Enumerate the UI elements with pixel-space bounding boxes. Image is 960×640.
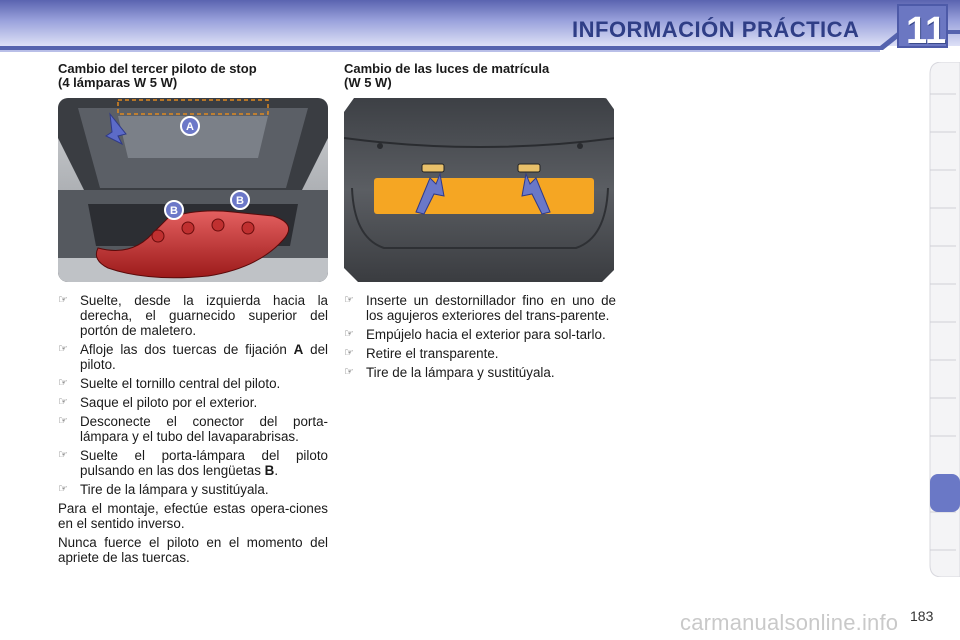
list-item: ☞ Tire de la lámpara y sustitúyala.: [344, 365, 555, 380]
list-item: ☞ Desconecte el conector del porta-lámpara y el tubo del lavaparabrisas.: [58, 414, 328, 444]
hand-pointer-icon: ☞: [344, 347, 354, 359]
brake-light-illustration: [58, 98, 328, 282]
hand-pointer-icon: ☞: [58, 343, 68, 355]
list-item: ☞ Saque el piloto por el exterior.: [58, 395, 258, 410]
hand-pointer-icon: ☞: [58, 449, 68, 461]
chapter-tab-rail: [926, 62, 960, 577]
chapter-title: INFORMACIÓN PRÁCTICA: [572, 17, 860, 42]
figure-label-a: A: [186, 121, 194, 133]
active-chapter-tab: [930, 474, 960, 512]
hand-pointer-icon: ☞: [58, 396, 68, 408]
list-item: ☞ Empújelo hacia el exterior para sol-tarlo.: [344, 327, 606, 342]
watermark: carmanualsonline.info: [680, 610, 899, 635]
hand-pointer-icon: ☞: [58, 377, 68, 389]
hand-pointer-icon: ☞: [58, 294, 68, 306]
list-item: ☞ Suelte el tornillo central del piloto.: [58, 376, 281, 391]
hand-pointer-icon: ☞: [58, 483, 68, 495]
chapter-number: 11: [906, 10, 947, 52]
section-title: Cambio de las luces de matrícula (W 5 W): [344, 61, 550, 90]
tightening-note: Nunca fuerce el piloto en el momento del apriete de las tuercas.: [58, 535, 328, 565]
hand-pointer-icon: ☞: [344, 294, 354, 306]
section-title: Cambio del tercer piloto de stop (4 lámparas W 5 W): [58, 61, 257, 90]
list-item: ☞ Afloje las dos tuercas de fijación A del piloto.: [58, 342, 329, 372]
list-item: ☞ Retire el transparente.: [344, 346, 499, 361]
brake-light-steps: [58, 293, 328, 497]
figure-label-b-right: B: [236, 195, 244, 207]
list-item: ☞ Tire de la lámpara y sustitúyala.: [58, 482, 269, 497]
plate-light-section: [344, 62, 616, 384]
plate-light-steps: [344, 293, 616, 380]
list-item: ☞ Suelte el porta-lámpara del piloto pulsando en las dos lengüetas B.: [58, 448, 328, 478]
page-number: 183: [910, 608, 934, 624]
reassembly-note: Para el montaje, efectúe estas opera-ciones en el sentido inverso.: [58, 501, 328, 531]
hand-pointer-icon: ☞: [58, 415, 68, 427]
figure-label-b-left: B: [170, 205, 178, 217]
hand-pointer-icon: ☞: [344, 366, 354, 378]
third-brake-light-section: [58, 62, 328, 569]
hand-pointer-icon: ☞: [344, 328, 354, 340]
list-item: ☞ Inserte un destornillador fino en uno de los agujeros exteriores del trans-parente.: [344, 293, 616, 323]
plate-light-illustration: [344, 98, 614, 282]
list-item: ☞ Suelte, desde la izquierda hacia la derecha, el guarnecido superior del portón de maletero.: [58, 293, 328, 338]
page-header: [0, 0, 960, 58]
